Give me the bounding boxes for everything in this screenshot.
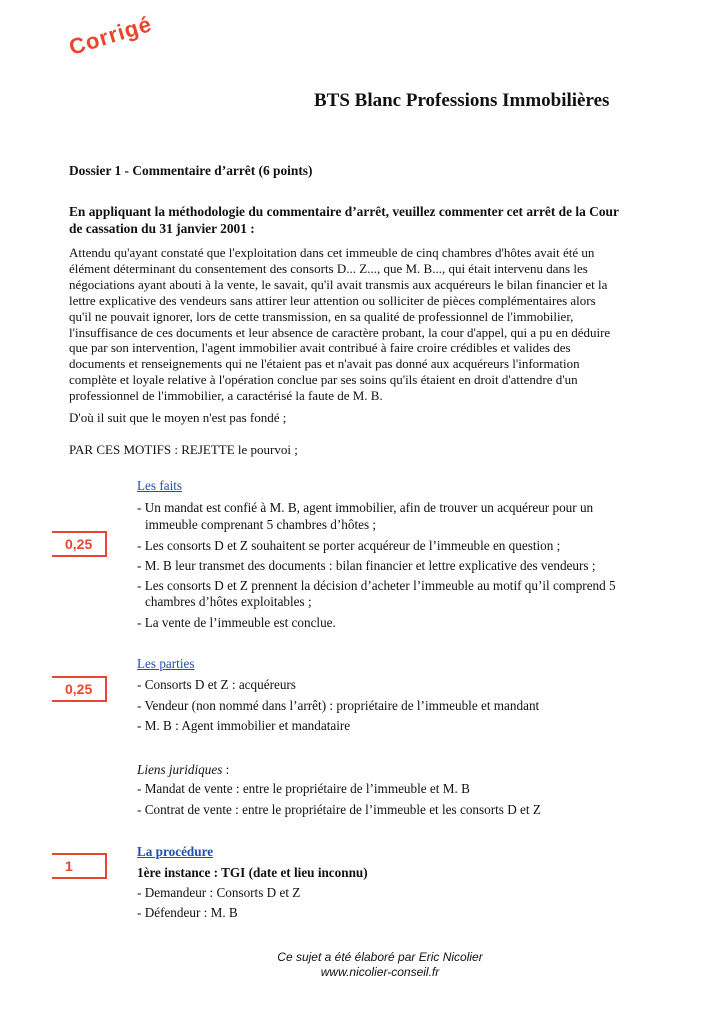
parties-title: Les parties bbox=[137, 656, 195, 671]
instruction-line: de cassation du 31 janvier 2001 : bbox=[69, 220, 255, 236]
paragraph-line: l'insuffisance de ces documents et leur absence de caractère probant, la cour d'appel, qui a pu en déduire bbox=[69, 324, 611, 340]
procedure-item: - Demandeur : Consorts D et Z bbox=[137, 885, 301, 900]
liens-title-suffix: : bbox=[222, 762, 230, 777]
procedure-item: - Défendeur : M. B bbox=[137, 905, 238, 920]
dossier-title: Dossier 1 - Commentaire d’arrêt (6 points) bbox=[69, 163, 313, 178]
arret-paragraph bbox=[69, 245, 669, 404]
instruction bbox=[69, 204, 669, 237]
faits-item: - Les consorts D et Z prennent la décision d’acheter l’immeuble au motif qu’il comprend 5 bbox=[137, 578, 616, 593]
parties-item: - Consorts D et Z : acquéreurs bbox=[137, 677, 296, 692]
faits-title: Les faits bbox=[137, 478, 183, 493]
footer bbox=[210, 950, 550, 980]
instruction-line: En appliquant la méthodologie du commentaire d’arrêt, veuillez commenter cet arrêt de la Cour bbox=[69, 204, 619, 219]
faits-item: - Un mandat est confié à M. B, agent immobilier, afin de trouver un acquéreur pour un bbox=[137, 500, 594, 515]
footer-author: Ce sujet a été élaboré par Eric Nicolier bbox=[277, 950, 483, 964]
paragraph-line: Attendu qu'ayant constaté que l'exploitation dans cet immeuble de cinq chambres d'hôtes avait été un bbox=[69, 245, 595, 260]
corrige-stamp: Corrigé bbox=[66, 11, 155, 60]
score-box-parties bbox=[52, 676, 107, 702]
procedure-title: La procédure bbox=[137, 844, 214, 859]
procedure-instance: 1ère instance : TGI (date et lieu inconnu) bbox=[137, 865, 368, 880]
footer-website: www.nicolier-conseil.fr bbox=[320, 965, 440, 979]
score-box-procedure bbox=[52, 853, 107, 879]
score-value: 0,25 bbox=[65, 681, 93, 697]
parties-item: - Vendeur (non nommé dans l’arrêt) : propriétaire de l’immeuble et mandant bbox=[137, 698, 540, 713]
paragraph-line: négociations ayant abouti à la vente, le savait, qu'il avait transmis aux acquéreurs le bilan financier et la bbox=[69, 276, 608, 292]
paragraph-line: lettre explicative des vendeurs sans attirer leur attention ou solliciter de pièces complémentaires alors bbox=[69, 292, 596, 308]
parties-item: - M. B : Agent immobilier et mandataire bbox=[137, 718, 351, 733]
faits-item: - Les consorts D et Z souhaitent se porter acquéreur de l’immeuble en question ; bbox=[137, 538, 561, 553]
paragraph-line: que par son intervention, l'agent immobilier avait contribué à faire croire crédibles et valides des bbox=[69, 340, 571, 356]
faits-item: - La vente de l’immeuble est conclue. bbox=[137, 615, 336, 630]
paragraph-line: complète et loyale relative à l'opération conclue par ses soins qu'ils étaient en droit d'attendre d'un bbox=[69, 372, 578, 388]
conclusion-line: D'où il suit que le moyen n'est pas fondé ; bbox=[69, 410, 287, 425]
score-value: 0,25 bbox=[65, 536, 93, 552]
liens-title bbox=[137, 762, 229, 778]
paragraph-line: élément déterminant du consentement des consorts D... Z..., que M. B..., qui était intervenu dans les bbox=[69, 260, 588, 276]
liens-item: - Mandat de vente : entre le propriétaire de l’immeuble et M. B bbox=[137, 781, 470, 796]
liens-title-text: Liens juridiques bbox=[137, 762, 223, 777]
faits-item: - M. B leur transmet des documents : bilan financier et lettre explicative des vendeurs ; bbox=[137, 558, 596, 573]
score-box-faits bbox=[52, 531, 107, 557]
faits-item-cont: chambres d’hôtes exploitables ; bbox=[145, 594, 312, 609]
dispositif-line: PAR CES MOTIFS : REJETTE le pourvoi ; bbox=[69, 442, 298, 457]
liens-item: - Contrat de vente : entre le propriétaire de l’immeuble et les consorts D et Z bbox=[137, 802, 541, 817]
faits-item-cont: immeuble comprenant 5 chambres d’hôtes ; bbox=[145, 517, 377, 532]
paragraph-line: documents et renseignements qui ne l'étaient pas et n'avait pas donné aux acquéreurs l'information bbox=[69, 356, 580, 372]
score-value: 1 bbox=[65, 858, 73, 874]
page-title: BTS Blanc Professions Immobilières bbox=[314, 90, 610, 111]
paragraph-line: qu'il ne pouvait ignorer, lors de cette transmission, en sa qualité de professionnel de l'immobilier, bbox=[69, 308, 574, 324]
paragraph-line: professionnel de l'immobilier, a caractérisé la faute de M. B. bbox=[69, 388, 383, 404]
